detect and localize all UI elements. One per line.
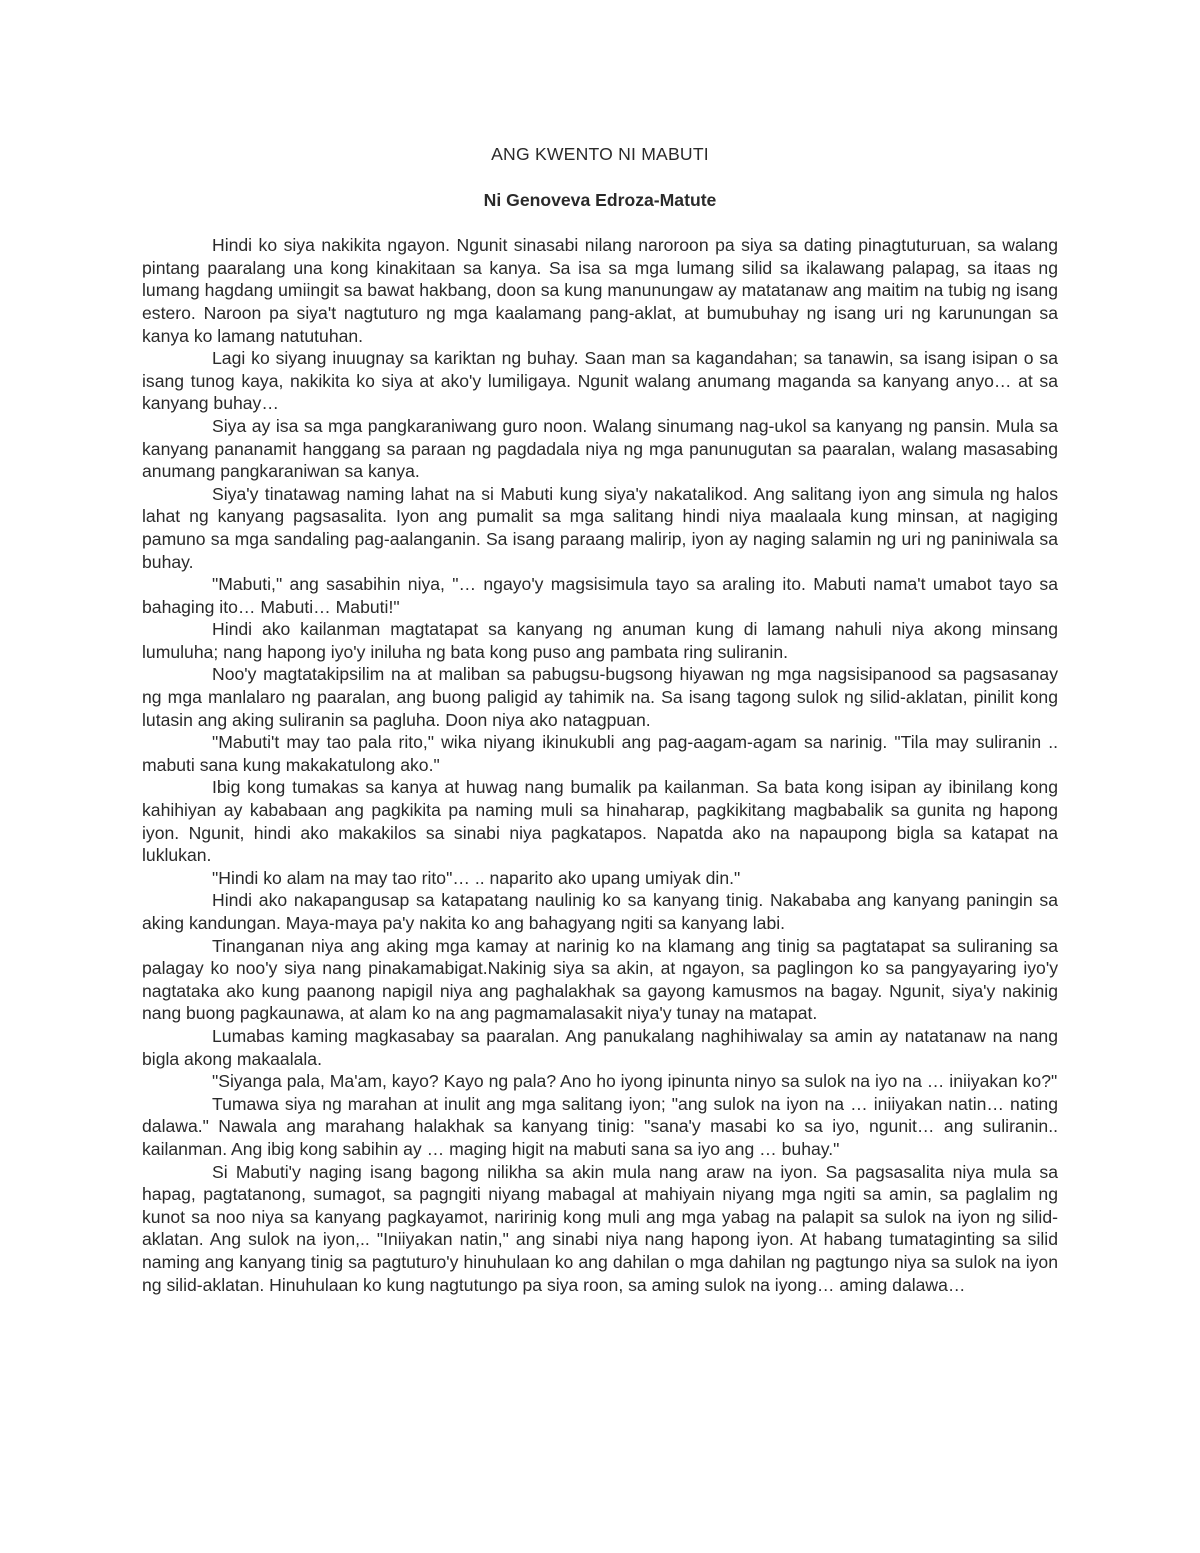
document-page: [142, 140, 1058, 1296]
paragraph-9: Ibig kong tumakas sa kanya at huwag nang bumalik pa kailanman. Sa bata kong isipan ay ibinilang kong kahihiyan ay kababaan ang pagkikita pa naming muli sa hinaharap, pagkikitang magbabalik sa gunita ng hapong iyon. Ngunit, hindi ako makakilos sa sinabi niya pagkatapos. Napatda ako na napaupong bigla sa katapat na luklukan.: [142, 777, 1058, 866]
paragraph-3: Siya ay isa sa mga pangkaraniwang guro noon. Walang sinumang nag-ukol sa kanyang ng pansin. Mula sa kanyang pananamit hanggang sa paraan ng pagdadala niya ng mga panunugutan sa paaralan, walang masasabing anumang pangkaraniwan sa kanya.: [142, 415, 1058, 482]
paragraph-15: Tumawa siya ng marahan at inulit ang mga salitang iyon; "ang sulok na iyon na … iniiyakan natin… nating dalawa." Nawala ang marahang halakhak sa kanyang tinig: "sana'y masabi ko sa iyo, ngunit… ang suliranin.. kailanman. Ang ibig kong sabihin ay … maging higit na mabuti sana sa iyo ang … buhay.": [142, 1093, 1058, 1159]
paragraph-8: "Mabuti't may tao pala rito," wika niyang ikinukubli ang pag-aagam-agam sa narinig. "Tila may suliranin .. mabuti sana kung makakatulong ako.": [142, 732, 1058, 775]
story-title: ANG KWENTO NI MABUTI: [491, 144, 709, 164]
paragraph-13: Lumabas kaming magkasabay sa paaralan. Ang panukalang naghihiwalay sa amin ay natatanaw na nang bigla akong makaalala.: [142, 1025, 1058, 1069]
paragraph-2: Lagi ko siyang inuugnay sa kariktan ng buhay. Saan man sa kagandahan; sa tanawin, sa isang isipan o sa isang tunog kaya, nakikita ko siya at ako'y lumiligaya. Ngunit walang anumang maganda sa kanyang anyo… at sa kanyang buhay…: [142, 348, 1058, 414]
paragraph-11: Hindi ako nakapangusap sa katapatang naulinig ko sa kanyang tinig. Nakababa ang kanyang paningin sa aking kandungan. Maya-maya pa'y nakita ko ang bahagyang ngiti sa kanyang labi.: [142, 890, 1058, 933]
paragraph-16: Si Mabuti'y naging isang bagong nilikha sa akin mula nang araw na iyon. Sa pagsasalita niya mula sa hapag, pagtatanong, sumagot, sa pagngiti niyang mabagal at mahiyain niyang mga ngiti sa amin, sa paglalim ng kunot sa noo niya sa kanyang pagkayamot, naririnig kong muli ang mga yabag na palapit sa sulok na iyon ng silid-aklatan. Ang sulok na iyon,.. "Iniiyakan natin," ang sinabi niya nang hapong iyon. At habang tumataginting sa silid naming ang kanyang tinig sa pagtuturo'y hinuhulaan ko ang dahilan o mga dahilan ng pagtungo niya sa sulok na iyon ng silid-aklatan. Hinuhulaan ko kung nagtutungo pa siya roon, sa aming sulok na iyong… aming dalawa…: [142, 1161, 1058, 1295]
story-author: Ni Genoveva Edroza-Matute: [483, 189, 717, 210]
paragraph-4: Siya'y tinatawag naming lahat na si Mabuti kung siya'y nakatalikod. Ang salitang iyon ang simula ng halos lahat ng kanyang pagsasalita. Iyon ang pumalit sa mga salitang hindi niya maalaala kung minsan, at nagiging pamuno sa mga sandaling pag-aalanganin. Sa isang paraang malirip, iyon ay naging salamin ng uri ng paniniwala sa buhay.: [142, 483, 1058, 572]
paragraph-5: "Mabuti," ang sasabihin niya, "… ngayo'y magsisimula tayo sa araling ito. Mabuti nama't umabot tayo sa bahaging ito… Mabuti… Mabuti!": [142, 574, 1058, 617]
paragraph-14: "Siyanga pala, Ma'am, kayo? Kayo ng pala? Ano ho iyong ipinunta ninyo sa sulok na iyo na … iniiyakan ko?": [212, 1071, 1058, 1092]
paragraph-1: Hindi ko siya nakikita ngayon. Ngunit sinasabi nilang naroroon pa siya sa dating pinagtuturuan, sa walang pintang paaralang una kong kinakitaan sa kanya. Sa isa sa mga lumang silid sa ikalawang palapag, sa itaas ng lumang hagdang umiingit sa bawat hakbang, doon sa kung manunungaw ay matatanaw ang maitim na tubig ng isang estero. Naroon pa siya't nagtuturo ng mga kaalamang pang-aklat, at bumubuhay ng isang uri ng karunungan sa kanya ko lamang natutuhan.: [142, 235, 1058, 346]
paragraph-6: Hindi ako kailanman magtatapat sa kanyang ng anuman kung di lamang nahuli niya akong minsang lumuluha; nang hapong iyo'y iniluha ng bata kong puso ang pambata ring suliranin.: [142, 619, 1058, 662]
paragraph-12: Tinanganan niya ang aking mga kamay at narinig ko na klamang ang tinig sa pagtatapat sa suliraning sa palagay ko noo'y siya nang pinakamabigat.Nakinig siya sa akin, at ngayon, sa paglingon ko sa pangyayaring iyo'y nagtataka ako kung paanong napigil niya ang paghalakhak sa gayong kamusmos na bagay. Ngunit, siya'y nakinig nang buong pagkaunawa, at alam ko na ang pagmamalasakit niya'y tunay na matapat.: [142, 935, 1058, 1024]
paragraph-10: "Hindi ko alam na may tao rito"… .. naparito ako upang umiyak din.": [212, 867, 741, 888]
paragraph-7: Noo'y magtatakipsilim na at maliban sa pabugsu-bugsong hiyawan ng mga nagsisipanood sa pagsasanay ng mga manlalaro ng paaralan, ang buong paligid ay tahimik na. Sa isang tagong sulok ng silid-aklatan, pinilit kong lutasin ang aking suliranin sa pagluha. Doon niya ako natagpuan.: [142, 664, 1058, 730]
